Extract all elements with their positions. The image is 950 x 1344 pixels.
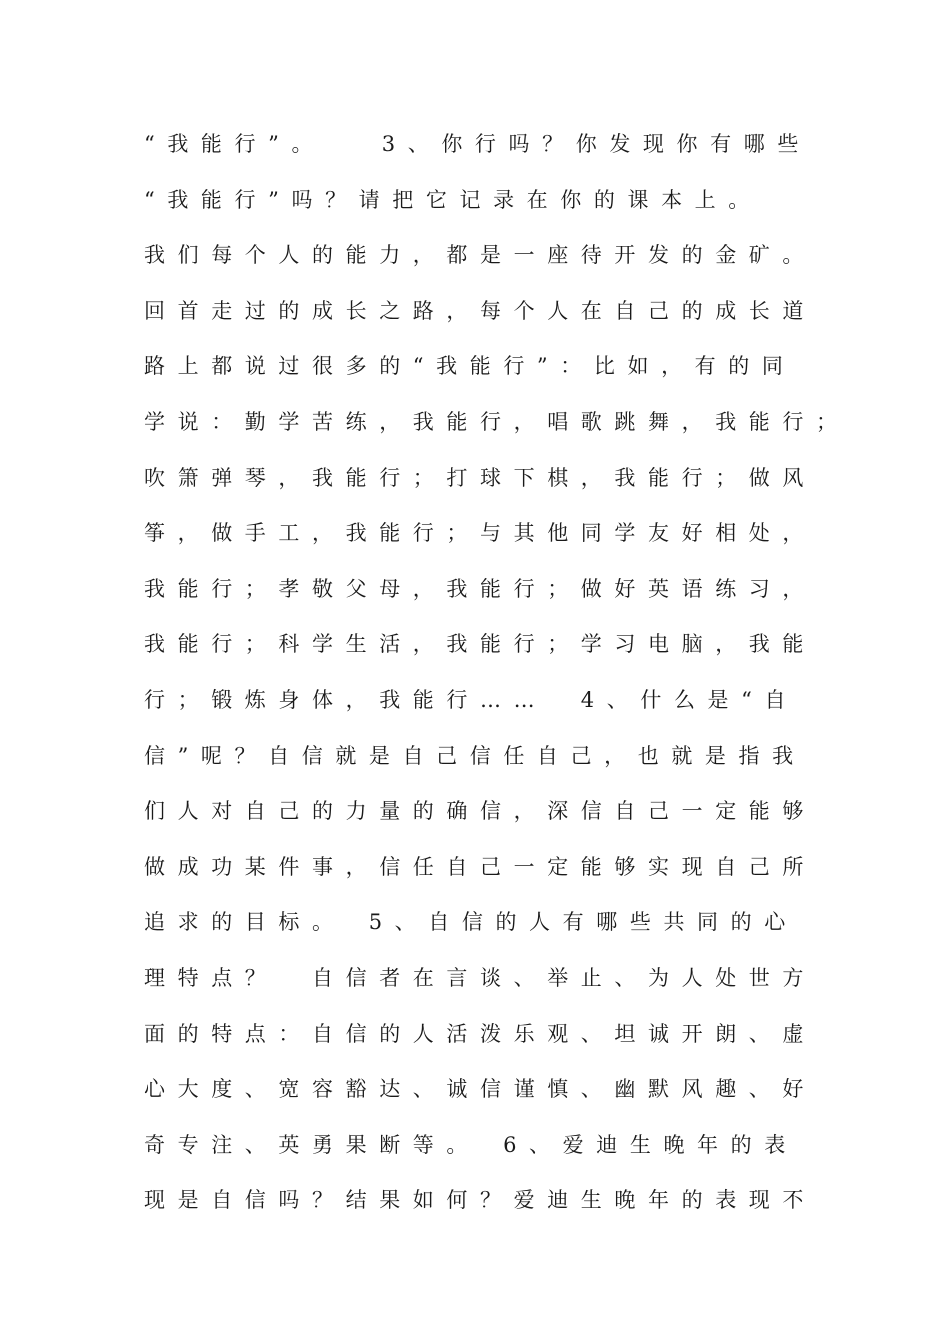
text-line: 现是自信吗？结果如何？爱迪生晚年的表现不 — [144, 1188, 816, 1213]
text-line: 理特点？ 自信者在言谈、举止、为人处世方 — [144, 965, 816, 990]
text-line: 做成功某件事，信任自己一定能够实现自己所 — [144, 854, 816, 879]
text-line: 行；锻炼身体，我能行…… 4、什么是“自 — [144, 687, 799, 712]
text-line: 筝，做手工，我能行；与其他同学友好相处， — [144, 521, 816, 546]
text-line: 回首走过的成长之路，每个人在自己的成长道 — [144, 298, 816, 323]
text-line: 我能行；孝敬父母，我能行；做好英语练习， — [144, 576, 816, 601]
body-text — [144, 122, 850, 1234]
text-line: 们人对自己的力量的确信，深信自己一定能够 — [144, 799, 816, 824]
text-line: 面的特点：自信的人活泼乐观、坦诚开朗、虚 — [144, 1021, 816, 1046]
text-line: “我能行”吗？请把它记录在你的课本上。 — [144, 187, 762, 212]
text-line: 学说：勤学苦练，我能行，唱歌跳舞，我能行； — [144, 409, 850, 434]
text-line: 奇专注、英勇果断等。 6、爱迪生晚年的表 — [144, 1132, 798, 1157]
text-line: 我能行；科学生活，我能行；学习电脑，我能 — [144, 632, 816, 657]
text-line: 信”呢？自信就是自己信任自己，也就是指我 — [144, 743, 806, 768]
text-line: 心大度、宽容豁达、诚信谨慎、幽默风趣、好 — [144, 1077, 816, 1102]
text-line: 吹箫弹琴，我能行；打球下棋，我能行；做风 — [144, 465, 816, 490]
text-line: 我们每个人的能力，都是一座待开发的金矿。 — [144, 243, 816, 268]
text-line: “我能行”。 3、你行吗？你发现你有哪些 — [144, 132, 811, 156]
text-line: 追求的目标。 5、自信的人有哪些共同的心 — [144, 910, 798, 935]
text-line: 路上都说过很多的“我能行”：比如，有的同 — [144, 354, 796, 379]
